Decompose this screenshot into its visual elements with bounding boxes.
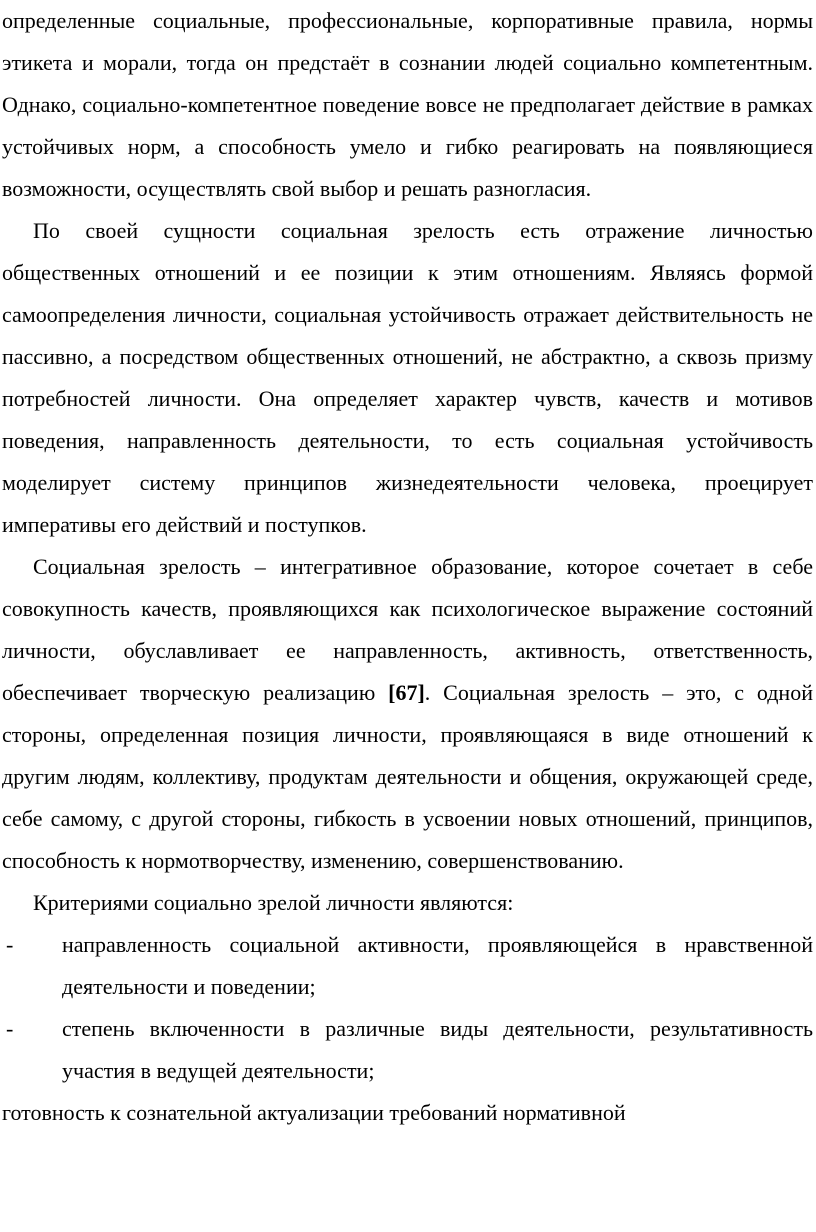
criteria-list [2, 924, 813, 1092]
bullet-dash: - [6, 1016, 14, 1041]
list-item [2, 1008, 813, 1092]
list-item-text: направленность социальной активности, проявляющейся в нравственной деятельности и поведении; [62, 932, 813, 999]
list-item [2, 924, 813, 1008]
paragraph-text-before-reference: Социальная зрелость – интегративное образование, которое сочетает в себе совокупность качеств, проявляющихся как психологическое выражение состояний личности, обуславливает ее направленность, активность, ответственность, обеспечивает творческую реализацию [2, 554, 813, 705]
list-item-text: степень включенности в различные виды деятельности, результативность участия в ведущей деятельности; [62, 1016, 813, 1083]
paragraph-social-maturity-definition [2, 546, 813, 882]
trailing-line: готовность к сознательной актуализации требований нормативной [2, 1100, 626, 1125]
bullet-dash: - [6, 932, 14, 957]
paragraph-text-after-reference: . Социальная зрелость – это, с одной стороны, определенная позиция личности, проявляющаяся в виде отношений к другим людям, коллективу, продуктам деятельности и общения, окружающей среде, себе самому, с другой стороны, гибкость в усвоении новых отношений, принципов, способность к нормотворчеству, изменению, совершенствованию. [2, 680, 813, 873]
criteria-heading: Критериями социально зрелой личности являются: [33, 890, 514, 915]
paragraph-social-competence: определенные социальные, профессиональные, корпоративные правила, нормы этикета и морали, тогда он предстаёт в сознании людей социально компетентным. Однако, социально-компетентное поведение вовсе не предполагает действие в рамках устойчивых норм, а способность умело и гибко реагировать на появляющиеся возможности, осуществлять свой выбор и решать разногласия. [2, 8, 813, 201]
citation-reference: [67] [388, 680, 425, 705]
paragraph-social-maturity-essence: По своей сущности социальная зрелость есть отражение личностью общественных отношений и ее позиции к этим отношениям. Являясь формой самоопределения личности, социальная устойчивость отражает действительность не пассивно, а посредством общественных отношений, не абстрактно, а сквозь призму потребностей личности. Она определяет характер чувств, качеств и мотивов поведения, направленность деятельности, то есть социальная устойчивость моделирует систему принципов жизнедеятельности человека, проецирует императивы его действий и поступков. [2, 218, 813, 537]
